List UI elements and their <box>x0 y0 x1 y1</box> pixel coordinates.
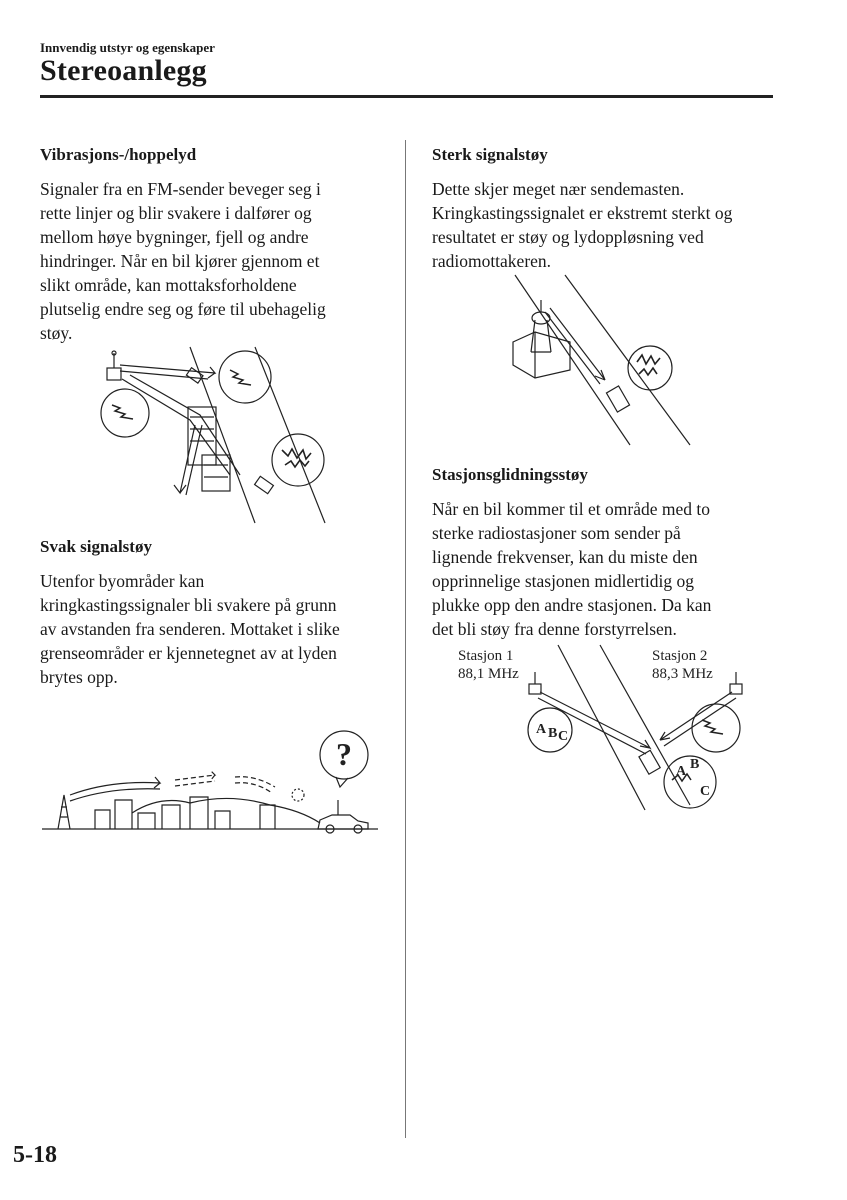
text-line: slikt område, kan mottaksforholdene <box>40 275 297 295</box>
illustration-weak-signal <box>40 725 385 835</box>
abc-letter-c: C <box>700 784 711 799</box>
section-label: Innvendig utstyr og egenskaper <box>40 40 215 55</box>
text-line: resultatet er støy og lydoppløsning ved <box>432 227 704 247</box>
abc-letter-c: C <box>558 729 569 744</box>
abc-letter-b: B <box>690 757 700 772</box>
text-line: plutselig endre seg og føre til ubehagelig <box>40 299 326 319</box>
text-line: opprinnelige stasjonen midlertidig og <box>432 571 694 591</box>
title-rule <box>40 95 773 98</box>
heading-station-drift: Stasjonsglidningsstøy <box>432 465 588 484</box>
text-line: Utenfor byområder kan <box>40 571 205 591</box>
text-line: brytes opp. <box>40 667 118 687</box>
text-line: Dette skjer meget nær sendemasten. <box>432 179 685 199</box>
text-line: Kringkastingssignalet er ekstremt sterkt og <box>432 203 733 223</box>
text-line: rette linjer og blir svakere i dalfører og <box>40 203 312 223</box>
abc-letter-a: A <box>536 722 547 737</box>
text-line: grenseområder er kjennetegnet av at lyden <box>40 643 337 663</box>
text-line: Når en bil kommer til et område med to <box>432 499 710 519</box>
heading-vibration-noise: Vibrasjons-/hoppelyd <box>40 145 197 164</box>
station2-name: Stasjon 2 <box>652 648 708 664</box>
text-line: det bli støy fra denne forstyrrelsen. <box>432 619 677 639</box>
text-line: sterke radiostasjoner som sender på <box>432 523 681 543</box>
abc-letter-a: A <box>676 764 687 779</box>
page-number: 5-18 <box>13 1142 57 1168</box>
text-line: Signaler fra en FM-sender beveger seg i <box>40 179 321 199</box>
column-divider <box>405 140 406 1138</box>
text-line: støy. <box>40 323 73 343</box>
text-line: plukke opp den andre stasjonen. Da kan <box>432 595 712 615</box>
paragraph-station-drift <box>432 497 711 641</box>
illustration-station-drift <box>450 640 760 820</box>
station2-freq: 88,3 MHz <box>652 666 713 682</box>
text-line: lignende frekvenser, kan du miste den <box>432 547 698 567</box>
text-line: av avstanden fra senderen. Mottaket i slike <box>40 619 340 639</box>
text-line: radiomottakeren. <box>432 251 552 271</box>
illustration-multipath <box>90 345 380 525</box>
heading-strong-signal: Sterk signalstøy <box>432 145 548 164</box>
question-mark-icon: ? <box>336 736 352 772</box>
paragraph-strong-signal <box>432 177 732 273</box>
abc-letter-b: B <box>548 726 558 741</box>
station1-freq: 88,1 MHz <box>458 666 519 682</box>
page-title: Stereoanlegg <box>40 54 207 87</box>
text-line: hindringer. Når en bil kjører gjennom et <box>40 251 320 271</box>
text-line: mellom høye bygninger, fjell og andre <box>40 227 309 247</box>
illustration-strong-signal <box>505 270 695 450</box>
station1-name: Stasjon 1 <box>458 648 514 664</box>
text-line: kringkastingssignaler bli svakere på grunn <box>40 595 337 615</box>
paragraph-weak-signal <box>40 569 340 689</box>
heading-weak-signal: Svak signalstøy <box>40 537 152 556</box>
paragraph-vibration-noise <box>40 177 326 345</box>
